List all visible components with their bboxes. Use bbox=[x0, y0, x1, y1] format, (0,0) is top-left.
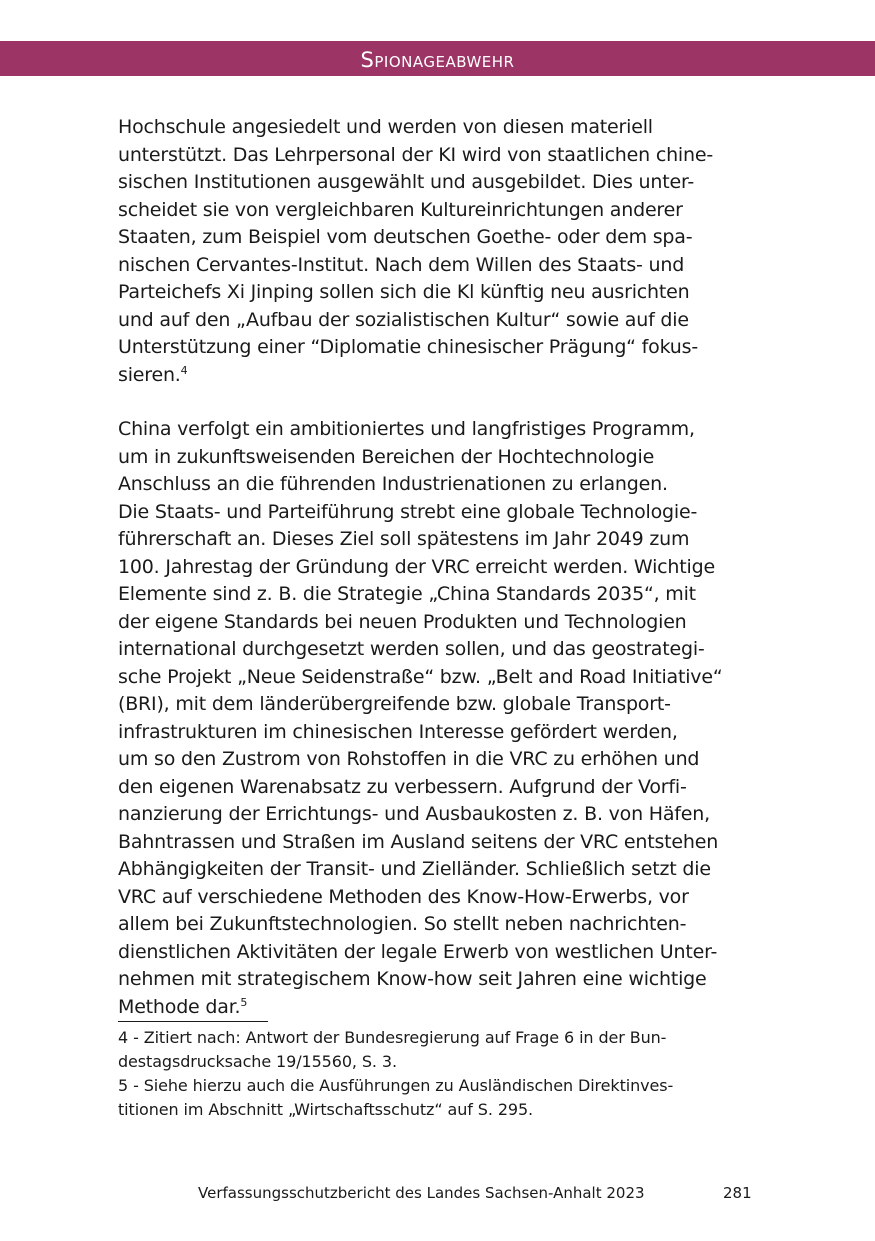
text-line: Parteichefs Xi Jinping sollen sich die Kl künftig neu ausrichten bbox=[118, 281, 690, 303]
text-line: unterstützt. Das Lehrpersonal der KI wird von staatlichen chine- bbox=[118, 143, 713, 166]
text-line: sischen Institutionen ausgewählt und ausgebildet. Dies unter- bbox=[118, 171, 695, 193]
footnote-line: 5 - Siehe hierzu auch die Ausführungen zu Ausländischen Direktinves- bbox=[118, 1076, 674, 1095]
section-title: Spionageabwehr bbox=[360, 48, 515, 72]
footnote-reference-5[interactable]: 5 bbox=[240, 995, 248, 1009]
footnote-line: titionen im Abschnitt „Wirtschaftsschutz“ auf S. 295. bbox=[118, 1100, 534, 1119]
footer-publication-title: Verfassungsschutzbericht des Landes Sachsen-Anhalt 2023 bbox=[198, 1184, 645, 1202]
body-paragraph-1 bbox=[118, 114, 758, 389]
text-fragment: Methode dar. bbox=[118, 995, 241, 1018]
text-line: nehmen mit strategischem Know-how seit Jahren eine wichtige bbox=[118, 968, 707, 990]
text-line: (BRI), mit dem länderübergreifende bzw. globale Transport- bbox=[118, 693, 671, 715]
text-line: Abhängigkeiten der Transit- und Zielländer. Schließlich setzt die bbox=[118, 858, 711, 880]
footnote-line: 4 - Zitiert nach: Antwort der Bundesregierung auf Frage 6 in der Bun- bbox=[118, 1028, 667, 1047]
text-line: den eigenen Warenabsatz zu verbessern. Aufgrund der Vorfi- bbox=[118, 775, 687, 798]
text-line: allem bei Zukunftstechnologien. So stellt neben nachrichten- bbox=[118, 913, 687, 935]
text-line: um in zukunftsweisenden Bereichen der Hochtechnologie bbox=[118, 445, 655, 468]
text-line: scheidet sie von vergleichbaren Kultureinrichtungen anderer bbox=[118, 198, 683, 221]
text-line: international durchgesetzt werden sollen, und das geostrategi- bbox=[118, 638, 705, 660]
text-line: China verfolgt ein ambitioniertes und langfristiges Programm, bbox=[118, 418, 695, 440]
text-line: um so den Zustrom von Rohstoffen in die VRC zu erhöhen und bbox=[118, 748, 700, 770]
text-line: Staaten, zum Beispiel vom deutschen Goethe- oder dem spa- bbox=[118, 226, 693, 248]
footnote-divider bbox=[118, 1021, 268, 1022]
text-line-last bbox=[118, 362, 758, 390]
text-line: 100. Jahrestag der Gründung der VRC erreicht werden. Wichtige bbox=[118, 555, 715, 578]
footnote-reference-4[interactable]: 4 bbox=[180, 363, 188, 377]
body-paragraph-2 bbox=[118, 416, 758, 1021]
text-line: dienstlichen Aktivitäten der legale Erwerb von westlichen Unter- bbox=[118, 940, 718, 963]
text-fragment: sieren. bbox=[118, 363, 181, 386]
text-line: Elemente sind z. B. die Strategie „China Standards 2035“, mit bbox=[118, 583, 696, 605]
footnotes bbox=[118, 1026, 758, 1122]
text-line: sche Projekt „Neue Seidenstraße“ bzw. „Belt and Road Initiative“ bbox=[118, 665, 723, 688]
footnote-line: destagsdrucksache 19/15560, S. 3. bbox=[118, 1052, 397, 1071]
text-line: der eigene Standards bei neuen Produkten und Technologien bbox=[118, 610, 687, 633]
text-line-last bbox=[118, 994, 758, 1022]
text-line: Bahntrassen und Straßen im Ausland seitens der VRC entstehen bbox=[118, 830, 719, 853]
text-line: und auf den „Aufbau der sozialistischen Kultur“ sowie auf die bbox=[118, 308, 689, 331]
text-line: Anschluss an die führenden Industrienationen zu erlangen. bbox=[118, 473, 668, 495]
text-line: nischen Cervantes-Institut. Nach dem Willen des Staats- und bbox=[118, 253, 685, 276]
page-number: 281 bbox=[723, 1184, 752, 1202]
text-line: Die Staats- und Parteiführung strebt eine globale Technologie- bbox=[118, 500, 698, 523]
text-line: Hochschule angesiedelt und werden von diesen materiell bbox=[118, 116, 653, 138]
text-line: Unterstützung einer “Diplomatie chinesischer Prägung“ fokus- bbox=[118, 336, 698, 358]
text-line: führerschaft an. Dieses Ziel soll spätestens im Jahr 2049 zum bbox=[118, 528, 690, 550]
text-line: nanzierung der Errichtungs- und Ausbaukosten z. B. von Häfen, bbox=[118, 803, 710, 825]
text-line: infrastrukturen im chinesischen Interesse gefördert werden, bbox=[118, 720, 678, 743]
text-line: VRC auf verschiedene Methoden des Know-How-Erwerbs, vor bbox=[118, 885, 689, 908]
